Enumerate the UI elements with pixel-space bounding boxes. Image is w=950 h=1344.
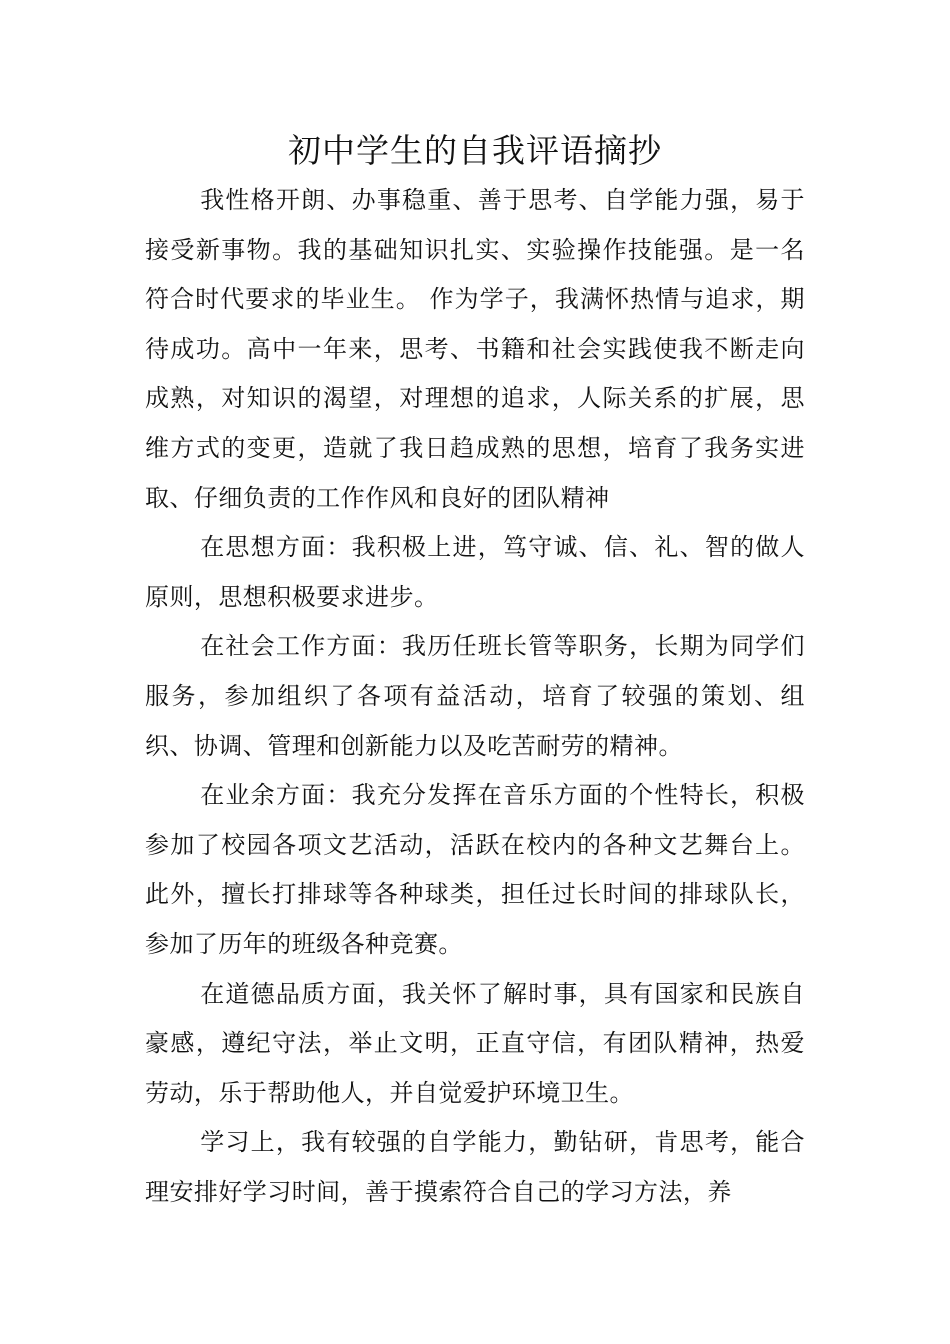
paragraph-intro: 我性格开朗、办事稳重、善于思考、自学能力强，易于接受新事物。我的基础知识扎实、实验操作技能强。是一名符合时代要求的毕业生。 作为学子，我满怀热情与追求，期待成功。高中一年来，思考、书籍和社会实践使我不断走向成熟，对知识的渴望，对理想的追求，人际关系的扩展，思维方式的变更，造就了我日趋成熟的思想，培育了我务实进取、仔细负责的工作作风和良好的团队精神	[145, 186, 805, 512]
paragraph-leisure: 在业余方面：我充分发挥在音乐方面的个性特长，积极参加了校园各项文艺活动，活跃在校内的各种文艺舞台上。此外，擅长打排球等各种球类，担任过长时间的排球队长，参加了历年的班级各种竞赛。	[145, 781, 805, 958]
paragraph-morality: 在道德品质方面，我关怀了解时事，具有国家和民族自豪感，遵纪守法，举止文明，正直守信，有团队精神，热爱劳动，乐于帮助他人，并自觉爱护环境卫生。	[145, 979, 805, 1107]
paragraph-study: 学习上，我有较强的自学能力，勤钻研，肯思考，能合理安排好学习时间，善于摸索符合自己的学习方法，养	[145, 1128, 805, 1206]
document-body	[145, 176, 805, 1217]
document-title: 初中学生的自我评语摘抄	[288, 131, 662, 170]
paragraph-thought: 在思想方面：我积极上进，笃守诚、信、礼、智的做人原则，思想积极要求进步。	[145, 533, 805, 611]
paragraph-social-work: 在社会工作方面：我历任班长管等职务，长期为同学们服务，参加组织了各项有益活动，培育了较强的策划、组织、协调、管理和创新能力以及吃苦耐劳的精神。	[145, 632, 805, 760]
